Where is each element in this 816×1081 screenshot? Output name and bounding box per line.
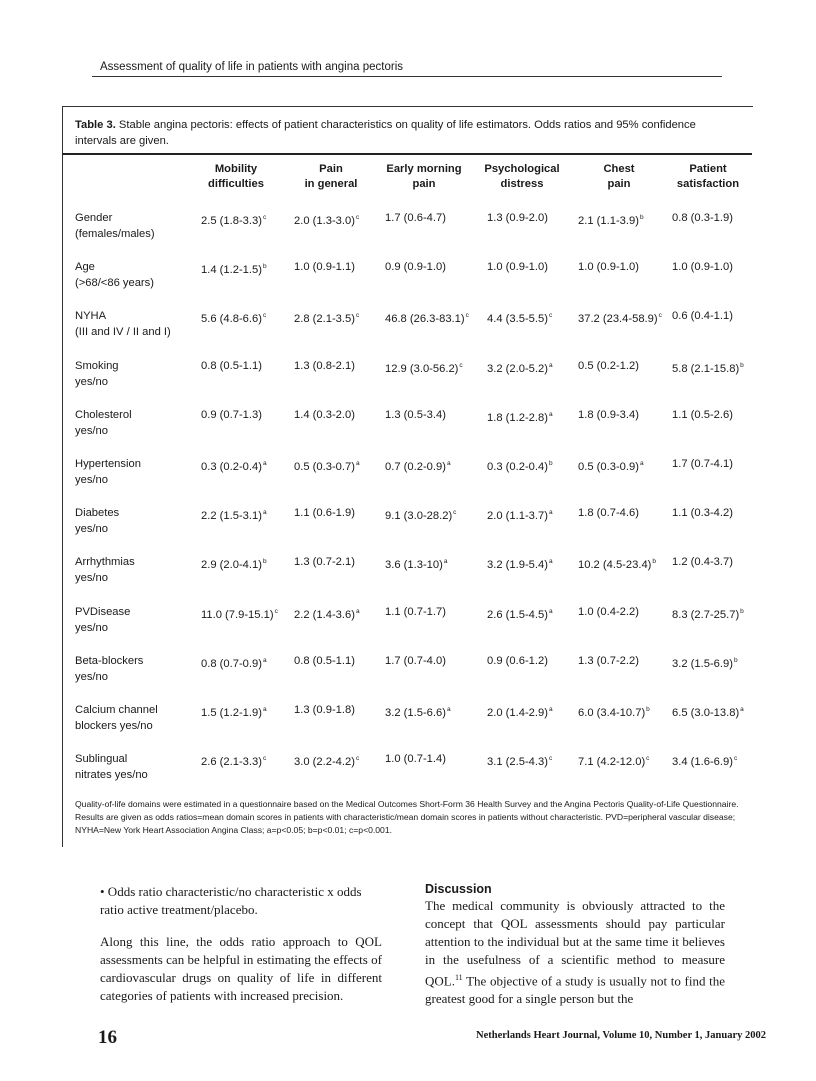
cell-value: 0.8 (0.5-1.1): [294, 654, 355, 667]
significance-marker: a: [639, 460, 644, 467]
table-cell: [672, 653, 738, 672]
column-header-line: Mobility: [214, 163, 258, 175]
row-label-line: Calcium channel: [75, 704, 158, 716]
table-cell: [201, 259, 267, 278]
significance-marker: b: [740, 607, 744, 615]
table-cell: [672, 604, 744, 623]
significance-marker: a: [548, 558, 553, 566]
table-cell: [672, 751, 737, 770]
column-header-line: difficulties: [208, 178, 264, 190]
journal-citation: Netherlands Heart Journal, Volume 10, Number 1, January 2002: [476, 1030, 767, 1041]
table-cell: [487, 505, 553, 524]
cell-value: 0.9 (0.9-1.0): [385, 261, 446, 274]
table-cell: [672, 210, 733, 226]
cell-value: 3.4 (1.6-6.9): [672, 756, 733, 769]
cell-value: 1.3 (0.5-3.4): [385, 408, 446, 421]
cell-value: 7.1 (4.2-12.0): [578, 756, 646, 769]
table-cell: [385, 407, 446, 423]
table-cell: [385, 604, 446, 620]
cell-value: 1.0 (0.9-1.1): [294, 261, 355, 274]
cell-value: 1.1 (0.7-1.7): [385, 605, 446, 618]
table-cell: [487, 456, 553, 475]
table-caption: [75, 117, 740, 149]
table-cell: [578, 308, 662, 327]
significance-marker: c: [262, 214, 267, 221]
table-cell: [487, 407, 553, 426]
column-header-line: Pain: [319, 163, 343, 175]
significance-marker: a: [262, 656, 267, 664]
header-rule: [92, 76, 722, 77]
cell-value: 1.4 (1.2-1.5): [201, 264, 262, 277]
cell-value: 6.0 (3.4-10.7): [578, 707, 646, 719]
cell-value: 0.3 (0.2-0.4): [201, 461, 262, 473]
cell-value: 5.6 (4.8-6.6): [201, 313, 262, 326]
column-header-line: satisfaction: [676, 178, 740, 190]
cell-value: 1.3 (0.9-1.8): [294, 704, 355, 716]
table-cell: [578, 210, 644, 229]
cell-value: 0.6 (0.4-1.1): [672, 310, 733, 323]
left-text-column: [100, 883, 382, 1005]
cell-value: 12.9 (3.0-56.2): [385, 362, 459, 375]
table-cell: [672, 554, 733, 570]
table-cell: [672, 456, 733, 472]
table-cell: [294, 210, 359, 229]
column-header: [474, 162, 570, 192]
cell-value: 3.2 (1.5-6.9): [672, 657, 733, 670]
significance-marker: a: [548, 706, 553, 713]
row-label-line: Smoking: [75, 359, 119, 372]
cell-value: 1.1 (0.5-2.6): [672, 408, 733, 421]
row-label-line: Arrhythmias: [75, 556, 135, 569]
table-cell: [385, 554, 447, 573]
cell-value: 1.4 (0.3-2.0): [294, 408, 355, 421]
table-cell: [201, 308, 266, 327]
table-cell: [487, 702, 553, 721]
cell-value: 1.3 (0.7-2.2): [578, 654, 639, 667]
column-header: [188, 162, 284, 192]
table-cell: [385, 308, 469, 327]
significance-marker: c: [355, 312, 360, 320]
significance-marker: a: [355, 460, 360, 467]
column-header: [660, 162, 756, 192]
table-cell: [294, 751, 359, 770]
cell-value: 1.3 (0.7-2.1): [294, 556, 355, 569]
cell-value: 0.8 (0.7-0.9): [201, 657, 262, 670]
cell-value: 4.4 (3.5-5.5): [487, 313, 548, 326]
significance-marker: c: [453, 509, 457, 517]
table-cell: [487, 259, 548, 275]
table-cell: [385, 259, 446, 275]
discussion-text-continued: The objective of a study is usually not to find the greatest good for a single person but the: [425, 973, 725, 1007]
cell-value: 0.5 (0.3-0.7): [294, 461, 355, 473]
significance-marker: c: [262, 312, 267, 320]
cell-value: 6.5 (3.0-13.8): [672, 707, 740, 719]
table-cell: [578, 259, 639, 275]
right-text-column: [425, 882, 725, 1008]
table-cell: [294, 358, 355, 374]
significance-marker: a: [548, 509, 553, 517]
cell-value: 1.8 (0.7-4.6): [578, 507, 639, 520]
cell-value: 2.2 (1.5-3.1): [201, 510, 262, 523]
row-label-line: nitrates yes/no: [75, 769, 148, 782]
table-cell: [672, 259, 733, 275]
row-label: [75, 259, 193, 291]
table-cell: [294, 554, 355, 570]
table-cell: [487, 653, 548, 669]
significance-marker: a: [446, 460, 451, 467]
table-footnote: Quality-of-life domains were estimated in a questionnaire based on the Medical Outcomes Short-Form 36 Health Survey and the Angina Pectoris Quality-of-Life Questionnaire. Results are given as odds ratios=mean domain scores in patients with characteristic/mean domain scores in patients without characteristic. PVD=peripheral vascular disease; NYHA=New York Heart Association Angina Class; a=p<0.05; b=p<0.01; c=p<0.001.: [75, 799, 739, 835]
table-cell: [201, 554, 267, 573]
significance-marker: b: [548, 460, 553, 467]
row-label: [75, 407, 193, 439]
table-cell: [201, 653, 267, 672]
column-header-line: Patient: [689, 163, 727, 175]
table-cell: [578, 751, 649, 770]
cell-value: 10.2 (4.5-23.4): [578, 559, 652, 572]
section-heading: Discussion: [425, 882, 492, 896]
row-label-line: yes/no: [75, 375, 108, 388]
cell-value: 2.1 (1.1-3.9): [578, 215, 639, 227]
column-header: [376, 162, 472, 192]
table-cell: [294, 456, 360, 475]
cell-value: 2.5 (1.8-3.3): [201, 215, 262, 227]
table-cell: [201, 604, 278, 623]
cell-value: 1.3 (0.8-2.1): [294, 359, 355, 372]
table-cell: [201, 407, 262, 423]
table-cell: [578, 702, 650, 721]
cell-value: 1.0 (0.4-2.2): [578, 605, 639, 618]
table-cell: [578, 604, 639, 620]
column-header-line: in general: [304, 178, 358, 190]
cell-value: 3.1 (2.5-4.3): [487, 756, 548, 769]
cell-value: 0.9 (0.7-1.3): [201, 408, 262, 421]
table-cell: [672, 358, 744, 377]
significance-marker: a: [548, 361, 553, 369]
cell-value: 3.2 (1.9-5.4): [487, 559, 548, 572]
cell-value: 0.5 (0.2-1.2): [578, 359, 639, 372]
significance-marker: c: [459, 361, 463, 369]
table-caption-text: Stable angina pectoris: effects of patient characteristics on quality of life estimators. Odds ratios and 95% confidence intervals are given.: [75, 119, 696, 147]
column-header-line: Early morning: [386, 163, 462, 175]
row-label: [75, 505, 193, 537]
significance-marker: a: [262, 460, 267, 467]
cell-value: 1.3 (0.9-2.0): [487, 212, 548, 224]
cell-value: 1.8 (0.9-3.4): [578, 408, 639, 421]
table-cell: [672, 308, 733, 324]
cell-value: 3.6 (1.3-10): [385, 559, 443, 572]
cell-value: 1.1 (0.6-1.9): [294, 507, 355, 520]
significance-marker: c: [658, 312, 662, 320]
row-label-line: yes/no: [75, 670, 108, 683]
cell-value: 3.2 (2.0-5.2): [487, 362, 548, 375]
cell-value: 2.9 (2.0-4.1): [201, 559, 262, 572]
cell-value: 1.2 (0.4-3.7): [672, 556, 733, 569]
row-label-line: yes/no: [75, 572, 108, 585]
table-cell: [294, 505, 355, 521]
cell-value: 5.8 (2.1-15.8): [672, 362, 740, 375]
cell-value: 1.7 (0.7-4.0): [385, 654, 446, 667]
table-cell: [578, 505, 639, 521]
significance-marker: b: [639, 214, 644, 221]
row-label-line: (>68/<86 years): [75, 277, 154, 290]
table-cell: [385, 751, 446, 767]
row-label: [75, 210, 193, 242]
table-cell: [578, 358, 639, 374]
cell-value: 0.8 (0.3-1.9): [672, 212, 733, 224]
significance-marker: b: [262, 263, 267, 271]
row-label-line: Gender: [75, 212, 113, 224]
table-cell: [201, 358, 262, 374]
table-cell: [578, 554, 656, 573]
cell-value: 0.9 (0.6-1.2): [487, 654, 548, 667]
row-label-line: yes/no: [75, 523, 108, 536]
significance-marker: a: [446, 706, 451, 713]
column-header: [283, 162, 379, 192]
significance-marker: a: [548, 607, 553, 615]
bullet-item: • Odds ratio characteristic/no characteristic x odds ratio active treatment/placebo.: [100, 884, 362, 917]
table-cell: [385, 702, 451, 721]
cell-value: 2.6 (2.1-3.3): [201, 756, 262, 769]
cell-value: 1.5 (1.2-1.9): [201, 707, 262, 719]
cell-value: 0.5 (0.3-0.9): [578, 461, 639, 473]
table-cell: [487, 308, 552, 327]
table-cell: [201, 751, 266, 770]
body-paragraph: Along this line, the odds ratio approach to QOL assessments can be helpful in estimating the effects of cardiovascular drugs on quality of life in different categories of patients with increased precision.: [100, 934, 382, 1003]
row-label-line: yes/no: [75, 424, 108, 437]
column-header-line: pain: [607, 178, 631, 190]
cell-value: 1.0 (0.9-1.0): [672, 261, 733, 274]
running-head: Assessment of quality of life in patients with angina pectoris: [100, 61, 403, 73]
row-label: [75, 702, 193, 734]
significance-marker: c: [262, 755, 267, 763]
table-cell: [672, 702, 744, 721]
significance-marker: b: [733, 656, 738, 664]
significance-marker: a: [262, 509, 267, 517]
cell-value: 1.7 (0.7-4.1): [672, 458, 733, 470]
significance-marker: c: [355, 214, 360, 221]
cell-value: 0.3 (0.2-0.4): [487, 461, 548, 473]
row-label-line: (females/males): [75, 228, 155, 240]
row-label-line: Sublingual: [75, 753, 128, 766]
significance-marker: b: [646, 706, 650, 713]
cell-value: 2.2 (1.4-3.6): [294, 608, 355, 621]
table-cell: [294, 653, 355, 669]
cell-value: 3.2 (1.5-6.6): [385, 707, 446, 719]
cell-value: 1.7 (0.6-4.7): [385, 212, 446, 224]
column-header-line: Chest: [603, 163, 635, 175]
column-header-line: Psychological: [484, 163, 560, 175]
row-label: [75, 456, 193, 488]
row-label-line: NYHA: [75, 310, 107, 323]
cell-value: 1.0 (0.9-1.0): [578, 261, 639, 274]
cell-value: 46.8 (26.3-83.1): [385, 313, 465, 326]
table-cell: [294, 702, 355, 718]
table-cell: [578, 456, 644, 475]
significance-marker: a: [548, 410, 553, 418]
discussion-paragraph: [425, 897, 725, 1008]
column-header-line: distress: [500, 178, 544, 190]
cell-value: 0.8 (0.5-1.1): [201, 359, 262, 372]
cell-value: 1.0 (0.7-1.4): [385, 753, 446, 766]
table-cell: [201, 702, 267, 721]
row-label-line: (III and IV / II and I): [75, 326, 171, 339]
row-label: [75, 308, 193, 340]
cell-value: 2.6 (1.5-4.5): [487, 608, 548, 621]
significance-marker: c: [548, 312, 553, 320]
row-label: [75, 358, 193, 390]
cell-value: 1.1 (0.3-4.2): [672, 507, 733, 520]
row-label-line: Beta-blockers: [75, 654, 144, 667]
significance-marker: a: [355, 607, 360, 615]
reference-marker: 11: [454, 973, 463, 982]
table-cell: [672, 505, 733, 521]
cell-value: 3.0 (2.2-4.2): [294, 756, 355, 769]
cell-value: 2.0 (1.1-3.7): [487, 510, 548, 523]
cell-value: 11.0 (7.9-15.1): [201, 608, 274, 621]
caption-rule: [62, 153, 752, 155]
table-cell: [294, 604, 360, 623]
row-label-line: Cholesterol: [75, 408, 132, 421]
significance-marker: c: [355, 755, 360, 763]
table-cell: [487, 604, 553, 623]
significance-marker: c: [733, 755, 738, 763]
column-header: [571, 162, 667, 192]
significance-marker: a: [443, 558, 448, 566]
row-label-line: yes/no: [75, 474, 108, 486]
table-label: Table 3.: [75, 119, 116, 131]
table-cell: [385, 358, 463, 377]
significance-marker: a: [740, 706, 744, 713]
row-label-line: PVDisease: [75, 605, 131, 618]
significance-marker: b: [740, 361, 744, 369]
significance-marker: a: [262, 706, 267, 713]
row-label-line: Diabetes: [75, 507, 120, 520]
row-label: [75, 751, 193, 783]
row-label: [75, 554, 193, 586]
table-cell: [201, 505, 267, 524]
table-cell: [578, 407, 639, 423]
significance-marker: c: [548, 755, 553, 763]
table-cell: [201, 456, 267, 475]
table-cell: [385, 456, 451, 475]
table-cell: [294, 407, 355, 423]
table-cell: [294, 259, 355, 275]
table-cell: [487, 554, 553, 573]
table-cell: [385, 653, 446, 669]
column-header-line: pain: [412, 178, 436, 190]
cell-value: 8.3 (2.7-25.7): [672, 608, 740, 621]
cell-value: 1.0 (0.9-1.0): [487, 261, 548, 274]
row-label: [75, 653, 193, 685]
cell-value: 9.1 (3.0-28.2): [385, 510, 453, 523]
row-label: [75, 604, 193, 636]
cell-value: 37.2 (23.4-58.9): [578, 313, 658, 326]
row-label-line: Age: [75, 261, 95, 274]
table-cell: [385, 505, 456, 524]
cell-value: 0.7 (0.2-0.9): [385, 461, 446, 473]
significance-marker: c: [465, 312, 469, 320]
significance-marker: c: [646, 755, 650, 763]
significance-marker: b: [262, 558, 267, 566]
table-cell: [201, 210, 266, 229]
table-cell: [487, 751, 552, 770]
cell-value: 2.0 (1.4-2.9): [487, 707, 548, 719]
cell-value: 2.0 (1.3-3.0): [294, 215, 355, 227]
significance-marker: b: [652, 558, 657, 566]
row-label-line: Hypertension: [75, 458, 141, 470]
table-cell: [672, 407, 733, 423]
table-cell: [294, 308, 359, 327]
table-cell: [578, 653, 639, 669]
cell-value: 1.8 (1.2-2.8): [487, 411, 548, 424]
table-cell: [385, 210, 446, 226]
row-label-line: yes/no: [75, 621, 108, 634]
table-cell: [487, 210, 548, 226]
significance-marker: c: [274, 607, 278, 615]
row-label-line: blockers yes/no: [75, 720, 153, 732]
table-cell: [487, 358, 553, 377]
cell-value: 2.8 (2.1-3.5): [294, 313, 355, 326]
page-number: 16: [98, 1027, 117, 1048]
discussion-text: The medical community is obviously attracted to the concept that QOL assessments should pay particular attention to the individual but at the same time it believes in the usefulness of a scientific method to measure QOL.: [425, 898, 725, 989]
